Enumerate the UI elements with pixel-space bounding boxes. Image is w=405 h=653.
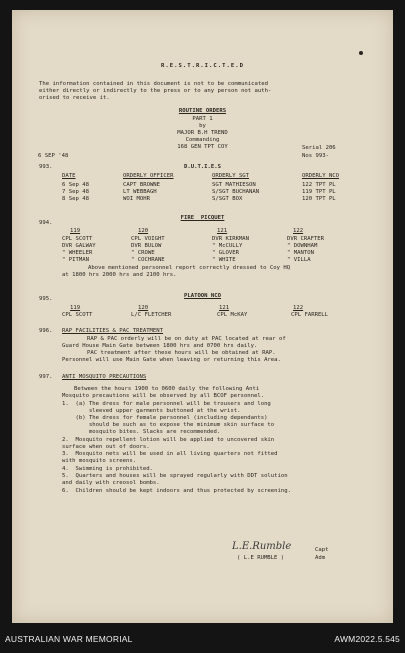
column-header: 122 bbox=[293, 228, 304, 234]
order-numbers: Nos 993- bbox=[302, 153, 329, 159]
column-header: 120 bbox=[138, 305, 149, 311]
list-item: " PITMAN bbox=[62, 257, 89, 263]
punch-hole-mark bbox=[359, 51, 363, 55]
notice-line-2: either directly or indirectly to the press or to any person not auth- bbox=[39, 88, 272, 94]
list-item: " McCULLY bbox=[212, 243, 243, 249]
body-line: Between the hours 1900 to 0600 daily the following Anti bbox=[74, 386, 260, 392]
notice-line-3: orised to receive it. bbox=[39, 95, 110, 101]
section-heading: ANTI MOSQUITO PRECAUTIONS bbox=[62, 374, 147, 380]
table-cell: 122 TPT PL bbox=[302, 182, 336, 188]
list-item: " GLOVER bbox=[212, 250, 239, 256]
body-line: Mosquito precautions will be observed by all BCOF personnel. bbox=[62, 393, 265, 399]
order-part: PART 1 bbox=[192, 116, 213, 122]
body-line: PAC treatment after these hours will be obtained at RAP. bbox=[87, 350, 276, 356]
list-item: DVR CRAFTER bbox=[287, 236, 325, 242]
section-number: 997. bbox=[39, 374, 53, 380]
body-line: with mosquito screens. bbox=[62, 458, 137, 464]
column-header: 121 bbox=[217, 228, 228, 234]
signatory-name: ( L.E RUMBLE ) bbox=[237, 555, 285, 561]
section-heading: D.U.T.I.E.S bbox=[183, 164, 222, 170]
table-cell: CAPT BROWNE bbox=[123, 182, 161, 188]
table-header: ORDERLY OFFICER bbox=[123, 173, 174, 179]
list-item: DVR BULOW bbox=[131, 243, 162, 249]
note-line: at 1800 hrs 2000 hrs and 2100 hrs. bbox=[62, 272, 177, 278]
table-header: DATE bbox=[62, 173, 76, 179]
section-number: 995. bbox=[39, 296, 53, 302]
list-item: " WHEELER bbox=[62, 250, 93, 256]
body-line: 5. Quarters and houses will be sprayed regularly with DDT solution bbox=[62, 473, 288, 479]
body-line: sleeved upper garments buttoned at the wrist. bbox=[62, 408, 241, 414]
note-line: Above mentioned personnel report correctly dressed to Coy HQ bbox=[88, 265, 291, 271]
body-line: 3. Mosquito nets will be used in all living quarters not fitted bbox=[62, 451, 278, 457]
serial-number: Serial 206 bbox=[302, 145, 336, 151]
body-line: 1. (a) The dress for male personnel will be trousers and long bbox=[62, 401, 271, 407]
handwritten-signature: L.E.Rumble bbox=[232, 541, 292, 552]
body-line: surface when out of doors. bbox=[62, 444, 150, 450]
table-header: ORDERLY SGT bbox=[212, 173, 250, 179]
column-header: 120 bbox=[138, 228, 149, 234]
list-item: CPL SCOTT bbox=[62, 236, 93, 242]
signatory-appointment: Adm bbox=[315, 555, 326, 561]
signatory-rank: Capt bbox=[315, 547, 329, 553]
list-item: " DOWNHAM bbox=[287, 243, 318, 249]
column-header: 119 bbox=[70, 228, 81, 234]
list-item: " VILLA bbox=[287, 257, 311, 263]
body-line: Guard House Main Gate between 1800 hrs and 0700 hrs daily. bbox=[62, 343, 258, 349]
commander-name: MAJOR B.H TREND bbox=[177, 130, 228, 136]
list-item: CPL SCOTT bbox=[62, 312, 93, 318]
order-title: ROUTINE ORDERS bbox=[178, 108, 227, 114]
section-heading: PLATOON NCO bbox=[183, 293, 222, 299]
section-number: 993. bbox=[39, 164, 53, 170]
table-cell: S/SGT BUCHANAN bbox=[212, 189, 260, 195]
body-line: RAP & PAC orderly will be on duty at PAC located at rear of bbox=[87, 336, 286, 342]
column-header: 121 bbox=[219, 305, 230, 311]
list-item: " WHITE bbox=[212, 257, 236, 263]
body-line: 6. Children should be kept indoors and thus protected by screening. bbox=[62, 488, 292, 494]
body-line: 2. Mosquito repellent lotion will be applied to uncovered skin bbox=[62, 437, 275, 443]
table-cell: SGT MATHIESON bbox=[212, 182, 256, 188]
list-item: DVR GALWAY bbox=[62, 243, 96, 249]
table-cell: 119 TPT PL bbox=[302, 189, 336, 195]
unit-name: 168 GEN TPT COY bbox=[177, 144, 228, 150]
commanding-label: Commanding bbox=[185, 137, 220, 143]
list-item: DVR KIRKMAN bbox=[212, 236, 250, 242]
table-cell: S/SGT BOX bbox=[212, 196, 243, 202]
body-line: Personnel will use Main Gate when leaving or returning this Area. bbox=[62, 357, 281, 363]
section-heading: FIRE PICQUET bbox=[180, 215, 225, 221]
document-page bbox=[12, 10, 393, 623]
body-line: 4. Swimming is prohibited. bbox=[62, 466, 153, 472]
classification-header: R.E.S.T.R.I.C.T.E.D bbox=[161, 63, 244, 69]
body-line: mosquito bites. Slacks are recommended. bbox=[62, 429, 221, 435]
column-header: 119 bbox=[70, 305, 81, 311]
table-header: ORDERLY NCO bbox=[302, 173, 340, 179]
list-item: L/C FLETCHER bbox=[131, 312, 172, 318]
list-item: CPL McKAY bbox=[217, 312, 248, 318]
table-cell: 8 Sep 48 bbox=[62, 196, 89, 202]
archive-footer bbox=[0, 626, 405, 653]
footer-accession-number: AWM2022.5.545 bbox=[334, 634, 400, 644]
section-number: 996. bbox=[39, 328, 53, 334]
body-line: and daily with creosol bombs. bbox=[62, 480, 160, 486]
list-item: " COCHRANE bbox=[131, 257, 165, 263]
order-date: 6 SEP '48 bbox=[38, 153, 69, 159]
column-header: 122 bbox=[293, 305, 304, 311]
list-item: CPL FARRELL bbox=[291, 312, 329, 318]
table-cell: 6 Sep 48 bbox=[62, 182, 89, 188]
list-item: " MANTON bbox=[287, 250, 314, 256]
list-item: CPL VOIGHT bbox=[131, 236, 165, 242]
notice-line-1: The information contained in this document is not to be communicated bbox=[39, 81, 269, 87]
section-heading: RAP FACILITIES & PAC TREATMENT bbox=[62, 328, 164, 334]
section-number: 994. bbox=[39, 220, 53, 226]
table-cell: LT WEBBAGH bbox=[123, 189, 157, 195]
table-cell: 7 Sep 48 bbox=[62, 189, 89, 195]
footer-institution: AUSTRALIAN WAR MEMORIAL bbox=[5, 634, 133, 644]
table-cell: WOI MOHR bbox=[123, 196, 150, 202]
body-line: (b) The dress for female personnel (including dependants) bbox=[62, 415, 268, 421]
table-cell: 120 TPT PL bbox=[302, 196, 336, 202]
list-item: " CROWE bbox=[131, 250, 155, 256]
body-line: should be such as to expose the minimum skin surface to bbox=[62, 422, 275, 428]
order-by: by bbox=[199, 123, 206, 129]
